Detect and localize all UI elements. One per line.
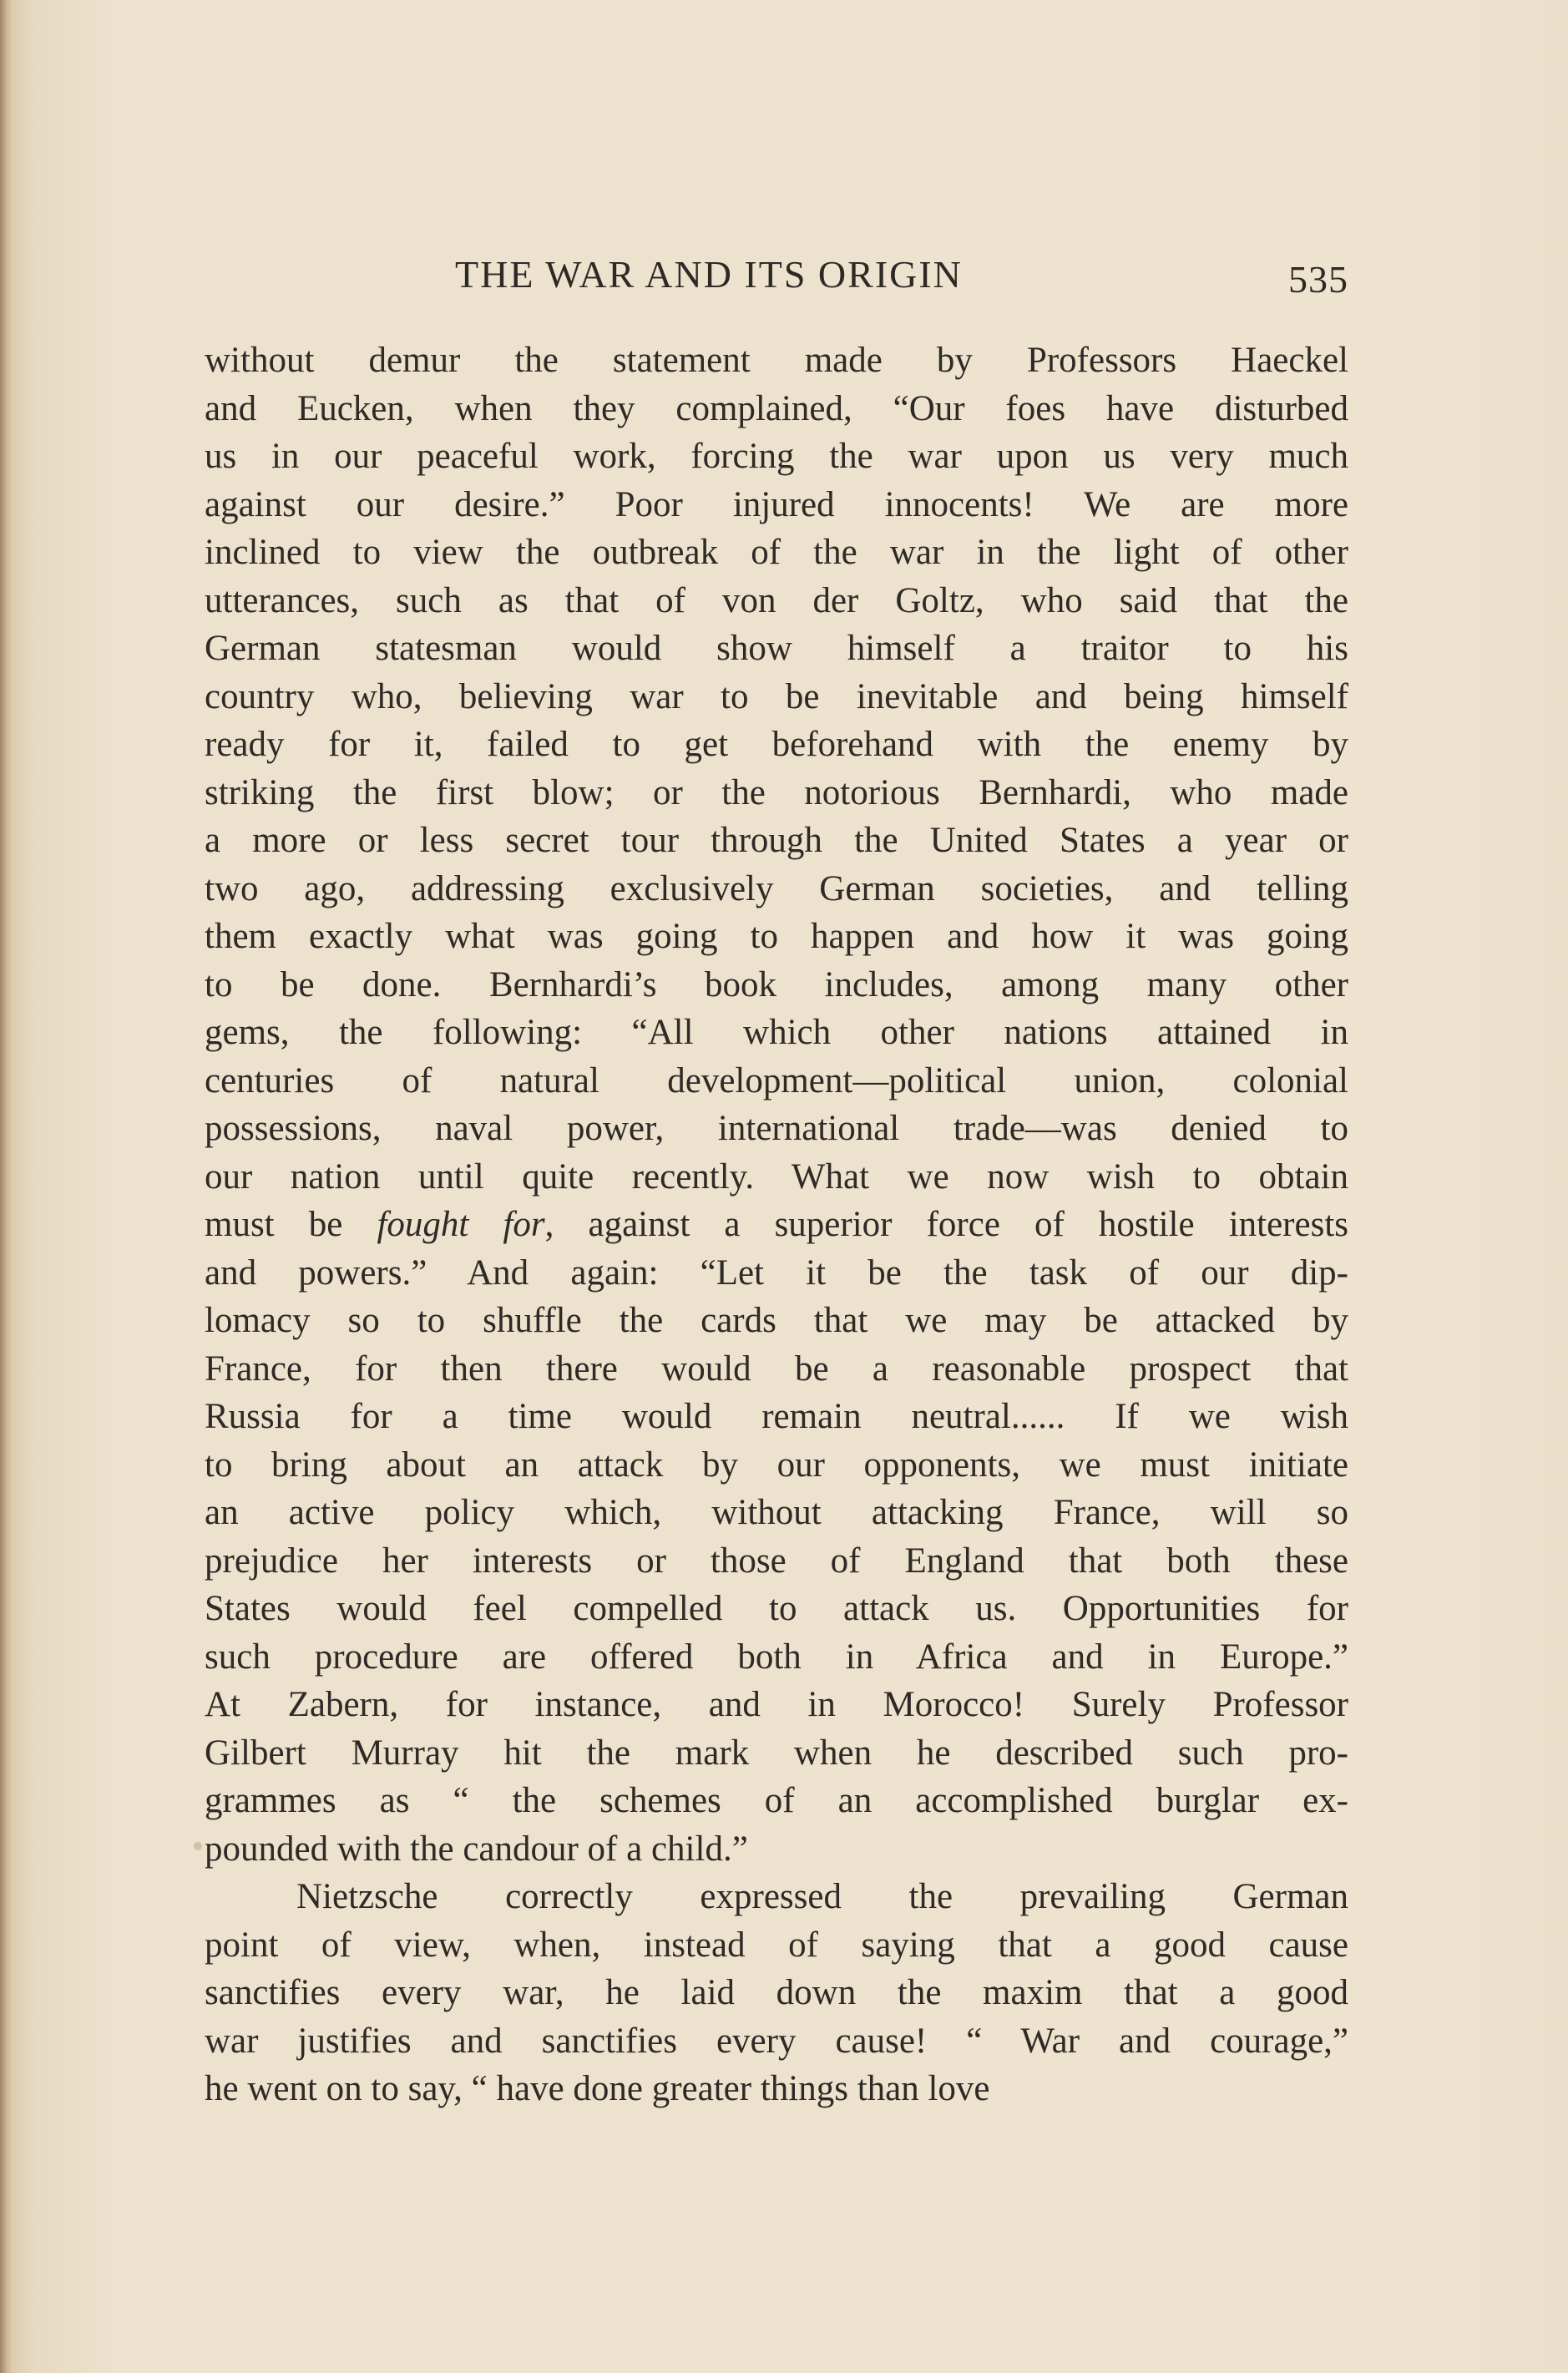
paper-smudge bbox=[194, 1842, 202, 1850]
text-line: grammes as “ the schemes of an accomplished burglar ex- bbox=[205, 1781, 1348, 1820]
text-line: ready for it, failed to get beforehand with the enemy by bbox=[205, 725, 1348, 764]
text-line: gems, the following: “All which other nations attained in bbox=[205, 1013, 1348, 1052]
running-header bbox=[455, 252, 1348, 299]
text-line: sanctifies every war, he laid down the maxim that a good bbox=[205, 1973, 1348, 2012]
text-line: and powers.” And again: “Let it be the task of our dip- bbox=[205, 1252, 1348, 1293]
text-line: us in our peaceful work, forcing the war upon us very much bbox=[205, 437, 1348, 476]
paragraph bbox=[205, 1873, 1348, 2113]
text-line: France, for then there would be a reasonable prospect that bbox=[205, 1348, 1348, 1389]
text-line: them exactly what was going to happen and how it was going bbox=[205, 917, 1348, 956]
text-line: country who, believing war to be inevitable and being himself bbox=[205, 676, 1348, 716]
page-number: 535 bbox=[1288, 258, 1348, 301]
text-line: inclined to view the outbreak of the war in the light of other bbox=[205, 533, 1348, 572]
text-line: States would feel compelled to attack us. Opportunities for bbox=[205, 1589, 1348, 1628]
text-line: lomacy so to shuffle the cards that we may be attacked by bbox=[205, 1301, 1348, 1340]
text-line: such procedure are offered both in Africa and in Europe.” bbox=[205, 1637, 1348, 1677]
text-line: Nietzsche correctly expressed the prevailing German bbox=[296, 1877, 1348, 1916]
text-line: to be done. Bernhardi’s book includes, among many other bbox=[205, 964, 1348, 1004]
text-line: to bring about an attack by our opponents, we must initiate bbox=[205, 1445, 1348, 1485]
text-line: striking the first blow; or the notorious Bernhardi, who made bbox=[205, 772, 1348, 812]
text-line: prejudice her interests or those of England that both these bbox=[205, 1541, 1348, 1581]
paragraph bbox=[205, 336, 1348, 1873]
text-line: must be fought for, against a superior force of hostile interests bbox=[205, 1205, 1348, 1244]
text-line: centuries of natural development—political union, colonial bbox=[205, 1060, 1348, 1100]
text-line: and Eucken, when they complained, “Our foes have disturbed bbox=[205, 388, 1348, 428]
text-line: against our desire.” Poor injured innocents! We are more bbox=[205, 484, 1348, 524]
text-line: an active policy which, without attacking France, will so bbox=[205, 1493, 1348, 1532]
text-line: he went on to say, “ have done greater things than love bbox=[205, 2069, 990, 2108]
running-title: THE WAR AND ITS ORIGIN bbox=[455, 253, 963, 296]
text-line: possessions, naval power, international trade—was denied to bbox=[205, 1109, 1348, 1148]
text-line: our nation until quite recently. What we now wish to obtain bbox=[205, 1156, 1348, 1197]
text-line: pounded with the candour of a child.” bbox=[205, 1829, 748, 1869]
text-line: Gilbert Murray hit the mark when he described such pro- bbox=[205, 1733, 1348, 1773]
text-line: utterances, such as that of von der Goltz, who said that the bbox=[205, 580, 1348, 620]
page-binding-edge bbox=[0, 0, 12, 2373]
text-line: German statesman would show himself a traitor to his bbox=[205, 629, 1348, 668]
text-line: At Zabern, for instance, and in Morocco! Surely Professor bbox=[205, 1685, 1348, 1724]
text-line: without demur the statement made by Professors Haeckel bbox=[205, 341, 1348, 380]
text-line: a more or less secret tour through the United States a year or bbox=[205, 821, 1348, 860]
text-line: war justifies and sanctifies every cause! “ War and courage,” bbox=[205, 2021, 1348, 2061]
text-line: Russia for a time would remain neutral...... If we wish bbox=[205, 1397, 1348, 1436]
body-text bbox=[205, 336, 1348, 2113]
text-line: two ago, addressing exclusively German societies, and telling bbox=[205, 868, 1348, 908]
emphasis: fought for bbox=[377, 1205, 545, 1244]
text-line: point of view, when, instead of saying that a good cause bbox=[205, 1925, 1348, 1965]
